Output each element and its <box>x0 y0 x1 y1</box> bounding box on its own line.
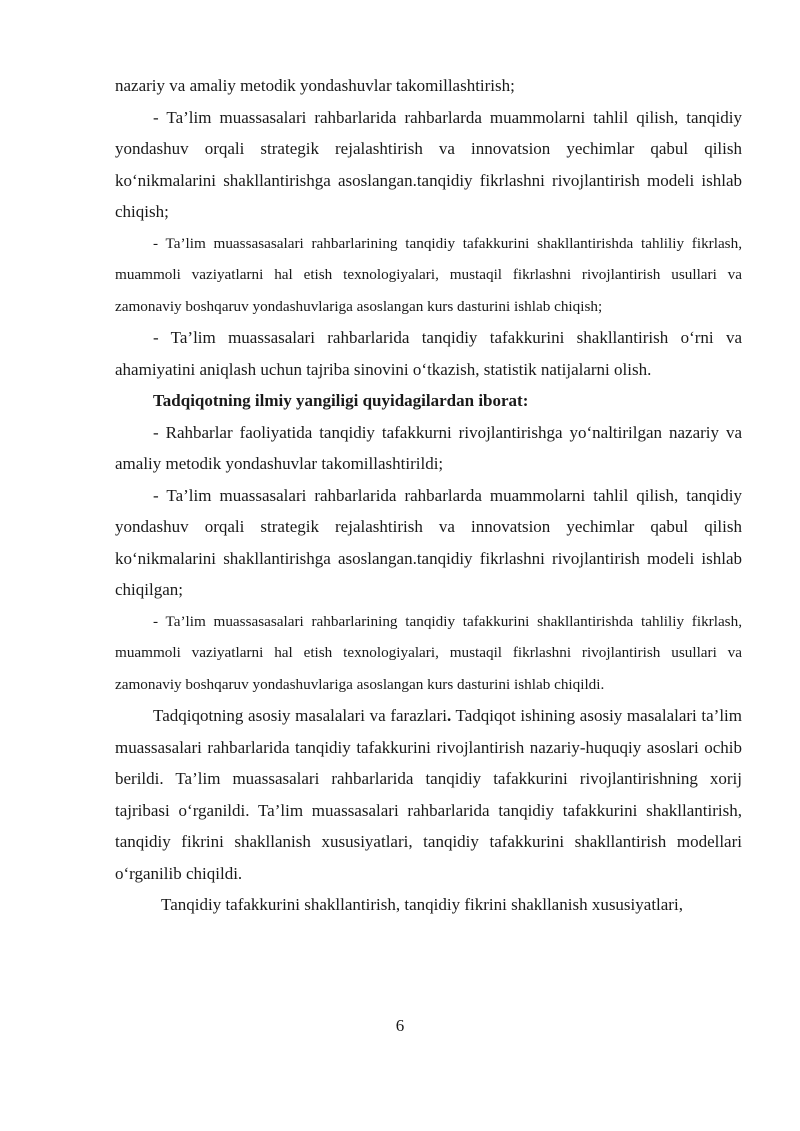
list-item-course: - Ta’lim muassasasalari rahbarlarining tanqidiy tafakkurini shakllantirishda tahliliy fikrlash, muammoli vaziyatlarni hal etish texnologiyalari, mustaqil fikrlashni rivojlantirish usullari va zamonaviy boshqaruv yondashuvlariga asoslangan kurs dasturini ishlab chiqish; <box>115 234 742 315</box>
paragraph-continuation: nazariy va amaliy metodik yondashuvlar takomillashtirish; <box>115 76 515 95</box>
section-heading-novelty: Tadqiqotning ilmiy yangiligi quyidagilardan iborat: <box>153 391 529 410</box>
novelty-item-model: - Ta’lim muassasalari rahbarlarida rahbarlarda muammolarni tahlil qilish, tanqidiy yondashuv orqali strategik rejalashtirish va innovatsion yechimlar qabul qilish ko‘nikmalarini shakllantirishga asoslangan.tanqidiy fikrlashni rivojlantirish modeli ishlab chiqilgan; <box>115 485 742 599</box>
page-body <box>115 70 742 921</box>
paragraph-tasks-hypotheses <box>115 700 742 889</box>
list-item-model: - Ta’lim muassasalari rahbarlarida rahbarlarda muammolarni tahlil qilish, tanqidiy yondashuv orqali strategik rejalashtirish va innovatsion yechimlar qabul qilish ko‘nikmalarini shakllantirishga asoslangan.tanqidiy fikrlashni rivojlantirish modeli ishlab chiqish; <box>115 107 742 221</box>
list-item-experiment: - Ta’lim muassasalari rahbarlarida tanqidiy tafakkurini shakllantirish o‘rni va ahamiyatini aniqlash uchun tajriba sinovini o‘tkazish, statistik natijalarni olish. <box>115 328 742 379</box>
novelty-item-approaches: - Rahbarlar faoliyatida tanqidiy tafakkurni rivojlantirishga yo‘naltirilgan nazariy va amaliy metodik yondashuvlar takomillashtirildi; <box>115 422 742 473</box>
page-number: 6 <box>395 1016 405 1035</box>
inline-heading-mark: . <box>446 706 452 725</box>
inline-heading-tasks: Tadqiqotning asosiy masalalari va farazlari <box>153 706 447 725</box>
paragraph-final-line: Tanqidiy tafakkurini shakllantirish, tanqidiy fikrini shakllanish xususiyatlari, <box>161 895 683 914</box>
novelty-item-course: - Ta’lim muassasasalari rahbarlarining tanqidiy tafakkurini shakllantirishda tahliliy fikrlash, muammoli vaziyatlarni hal etish texnologiyalari, mustaqil fikrlashni rivojlantirish usullari va zamonaviy boshqaruv yondashuvlariga asoslangan kurs dasturini ishlab chiqildi. <box>115 612 742 693</box>
paragraph-tasks-text: Tadqiqot ishining asosiy masalalari ta’lim muassasalari rahbarlarida tanqidiy tafakkurini rivojlantirish nazariy-huquqiy asoslari ochib berildi. Ta’lim muassasalari rahbarlarida tanqidiy tafakkurini rivojlantirishning xorij tajribasi o‘rganildi. Ta’lim muassasalari rahbarlarida tanqidiy tafakkurini shakllantirish, tanqidiy fikrini shakllanish xususiyatlari, tanqidiy tafakkurini shakllantirish modellari o‘rganilib chiqildi. <box>115 706 743 883</box>
